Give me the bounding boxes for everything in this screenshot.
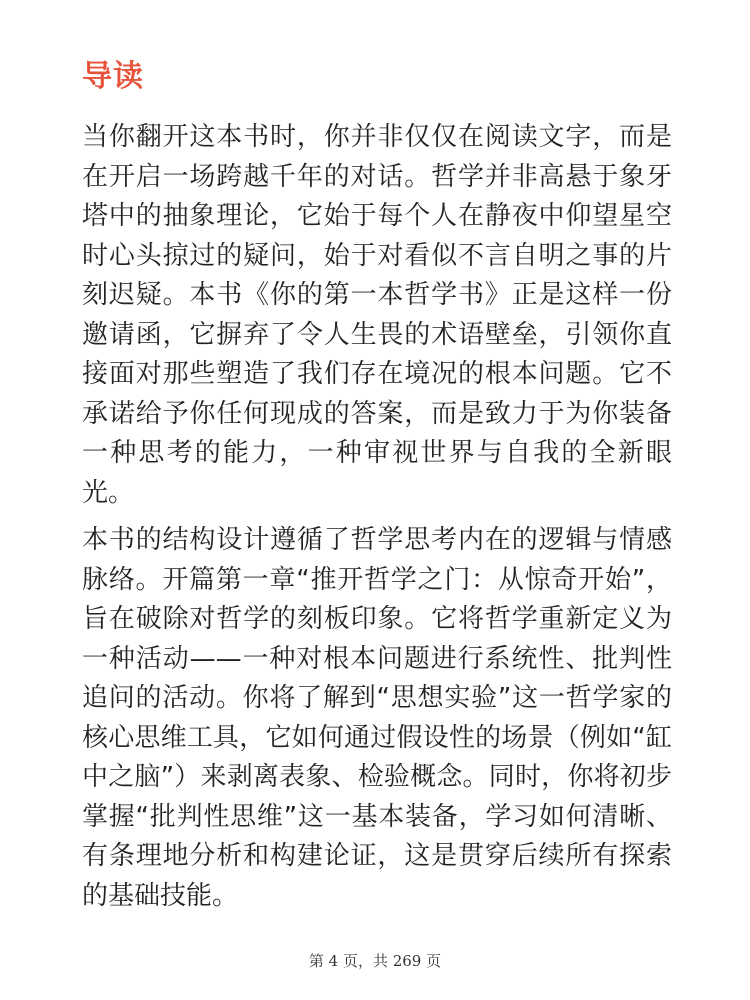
paragraph-structure: 本书的结构设计遵循了哲学思考内在的逻辑与情感脉络。开篇第一章“推开哲学之门：从惊奇开始”，旨在破除对哲学的刻板印象。它将哲学重新定义为一种活动——一种对根本问题进行系统性、批判性追问的活动。你将了解到“思想实验”这一哲学家的核心思维工具，它如何通过假设性的场景（例如“缸中之脑”）来剥离表象、检验概念。同时，你将初步掌握“批判性思维”这一基本装备，学习如何清晰、有条理地分析和构建论证，这是贯穿后续所有探索的基础技能。	[82, 525, 672, 911]
section-title: 导读	[82, 59, 144, 94]
page-number: 第 4 页，共 269 页	[308, 952, 442, 970]
paragraph-intro: 当你翻开这本书时，你并非仅仅在阅读文字，而是在开启一场跨越千年的对话。哲学并非高悬于象牙塔中的抽象理论，它始于每个人在静夜中仰望星空时心头掠过的疑问，始于对看似不言自明之事的片刻迟疑。本书《你的第一本哲学书》正是这样一份邀请函，它摒弃了令人生畏的术语壁垒，引领你直接面对那些塑造了我们存在境况的根本问题。它不承诺给予你任何现成的答案，而是致力于为你装备一种思考的能力，一种审视世界与自我的全新眼光。	[82, 122, 672, 508]
body-text	[82, 118, 672, 924]
